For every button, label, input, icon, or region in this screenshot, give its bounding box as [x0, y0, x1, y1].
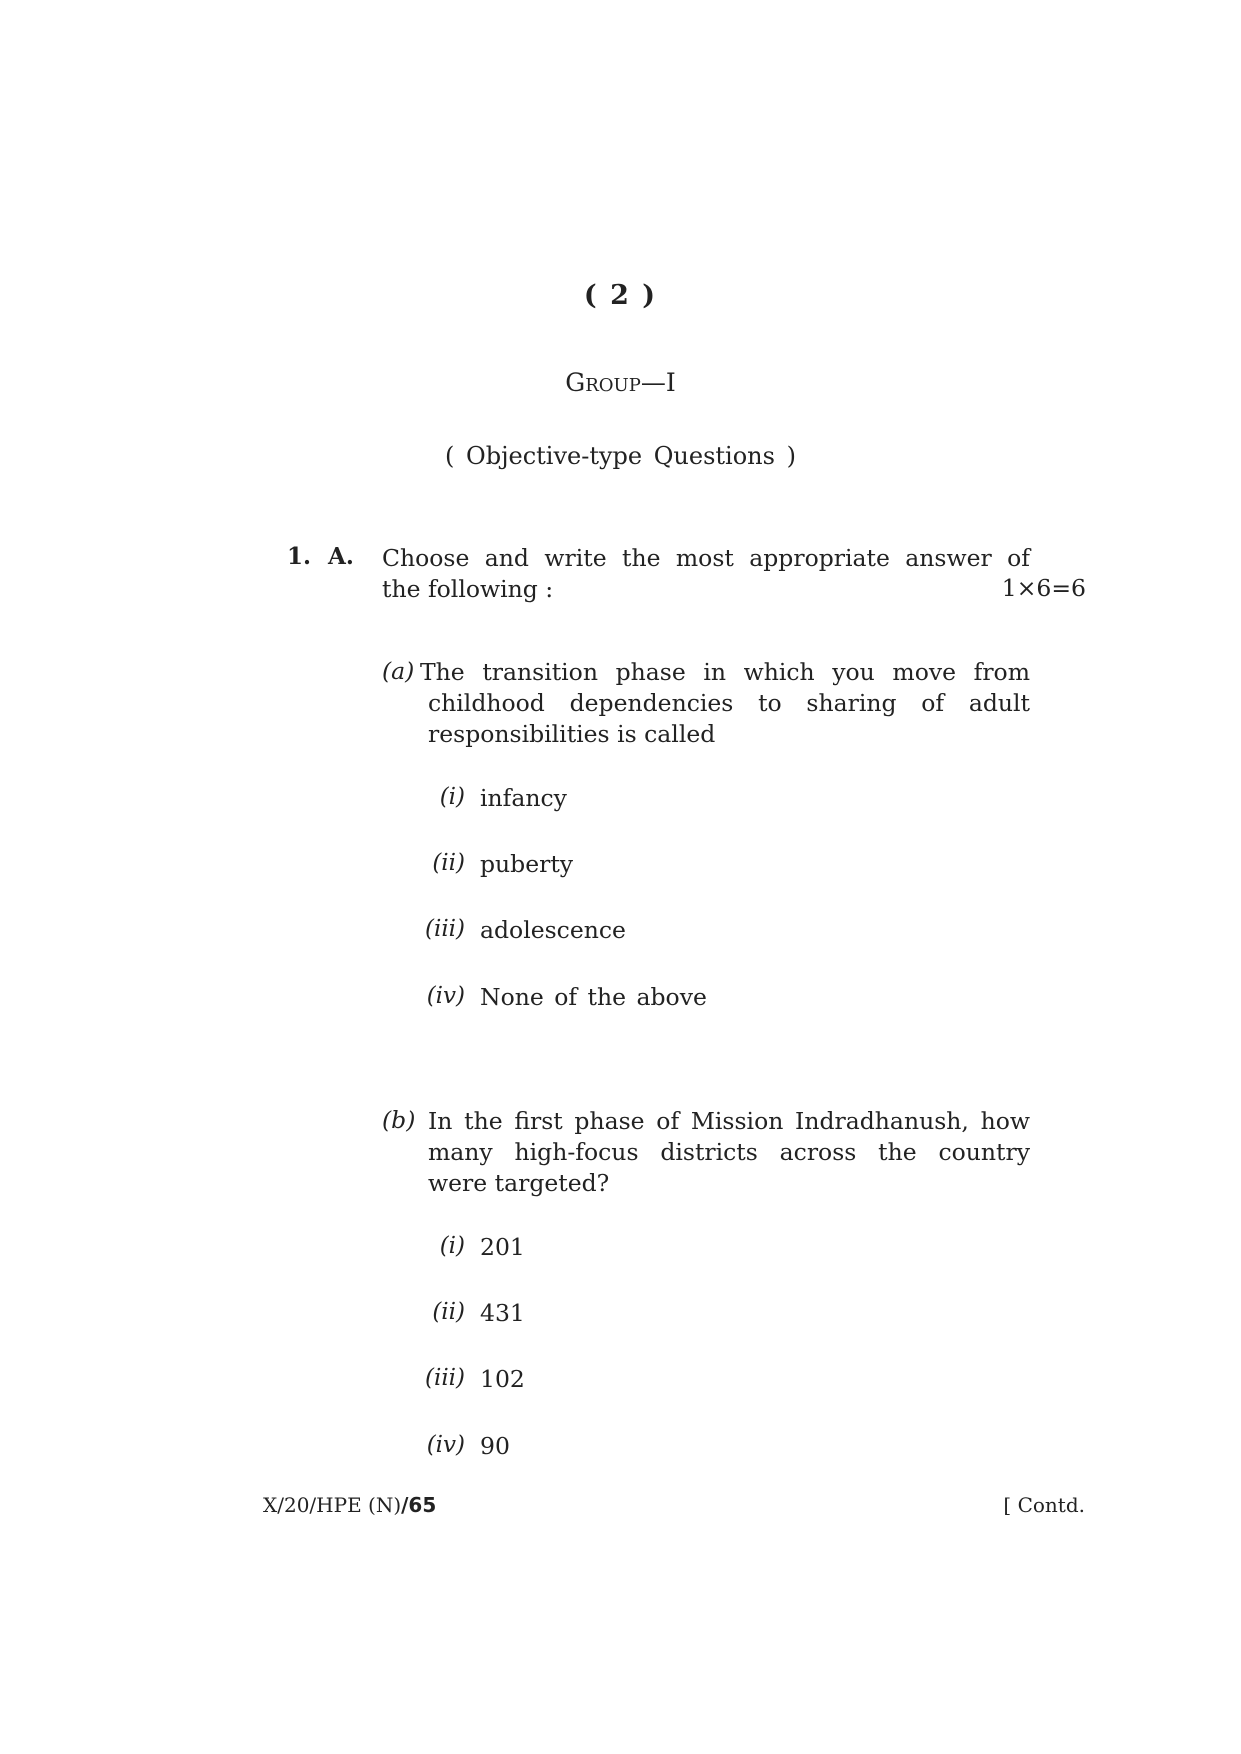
option-text: 90: [480, 1432, 510, 1460]
paper-code-prefix: X/20/HPE (N): [263, 1493, 402, 1517]
paper-code: [263, 1493, 436, 1517]
subquestion-line: The transition phase in which you move from: [420, 658, 1030, 686]
subquestion-line: many high-focus districts across the country: [428, 1138, 1030, 1166]
question-instruction: [382, 543, 1030, 605]
option-text: 201: [480, 1233, 525, 1261]
subquestion-label: (b): [382, 1106, 416, 1134]
question-part: A.: [328, 543, 354, 570]
option-label: (iv): [426, 1432, 465, 1458]
marks: 1×6=6: [1001, 574, 1086, 602]
option-text: None of the above: [480, 983, 707, 1011]
option-label: (i): [439, 784, 465, 810]
subquestion-line: childhood dependencies to sharing of adult: [428, 689, 1030, 717]
subquestion-text: [428, 1106, 1030, 1199]
option-text: puberty: [480, 850, 574, 878]
instruction-line: the following :: [382, 575, 554, 603]
option-label: (iii): [424, 916, 465, 942]
option-text: infancy: [480, 784, 567, 812]
group-title: Group—I: [565, 368, 676, 397]
option-label: (i): [439, 1233, 465, 1259]
instruction-line: Choose and write the most appropriate answer of: [382, 544, 1030, 572]
option-label: (iv): [426, 983, 465, 1009]
option-text: adolescence: [480, 916, 626, 944]
section-subtitle: ( Objective-type Questions ): [445, 442, 796, 470]
option-label: (ii): [432, 1299, 465, 1325]
subquestion-line: responsibilities is called: [428, 720, 716, 748]
paper-code-suffix: /65: [401, 1493, 437, 1517]
subquestion-line: were targeted?: [428, 1169, 610, 1197]
option-label: (ii): [432, 850, 465, 876]
subquestion-line: In the first phase of Mission Indradhanush, how: [428, 1107, 1030, 1135]
option-label: (iii): [424, 1365, 465, 1391]
option-text: 102: [480, 1365, 525, 1393]
option-text: 431: [480, 1299, 525, 1327]
question-number: 1.: [287, 543, 312, 570]
subquestion-text: [420, 657, 1030, 750]
subquestion-label: (a): [382, 657, 415, 685]
continued-note: [ Contd.: [1003, 1493, 1085, 1517]
page-number: ( 2 ): [583, 280, 658, 311]
